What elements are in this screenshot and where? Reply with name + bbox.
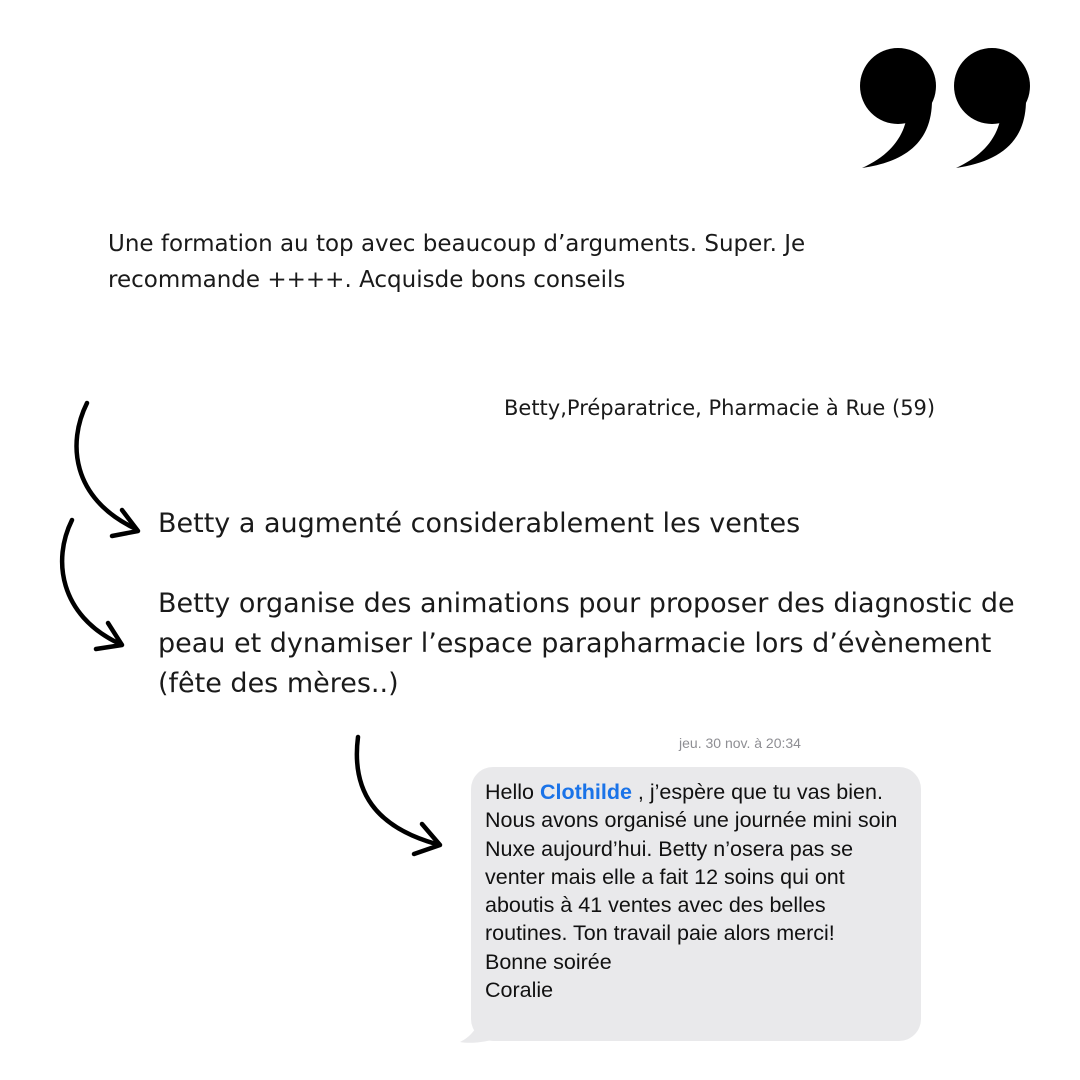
message-greeting: Hello <box>485 780 540 804</box>
testimonial-quote: Une formation au top avec beaucoup d’arguments. Super. Je recommande ++++. Acquisde bons conseils <box>108 231 806 293</box>
result-sales-increase: Betty a augmenté considerablement les ventes <box>158 508 801 539</box>
message-text <box>485 778 910 1004</box>
curved-arrow-icon <box>346 732 456 862</box>
result-animations: Betty organise des animations pour proposer des diagnostic de peau et dynamiser l’espace parapharmacie lors d’évènement (fête des mères..) <box>158 588 1015 699</box>
testimonial-author: Betty,Préparatrice, Pharmacie à Rue (59) <box>504 396 936 420</box>
message-body: , j’espère que tu vas bien. Nous avons organisé une journée mini soin Nuxe aujourd’hui. Betty n’osera pas se venter mais elle a fait 12 soins qui ont aboutis à 41 ventes avec des belles routines. Ton travail paie alors merci! Bonne soirée Coralie <box>485 780 898 1003</box>
closing-quote-icon <box>858 44 1038 174</box>
contact-name-link[interactable]: Clothilde <box>539 780 632 804</box>
message-timestamp: jeu. 30 nov. à 20:34 <box>679 735 801 751</box>
curved-arrow-icon <box>50 515 140 660</box>
